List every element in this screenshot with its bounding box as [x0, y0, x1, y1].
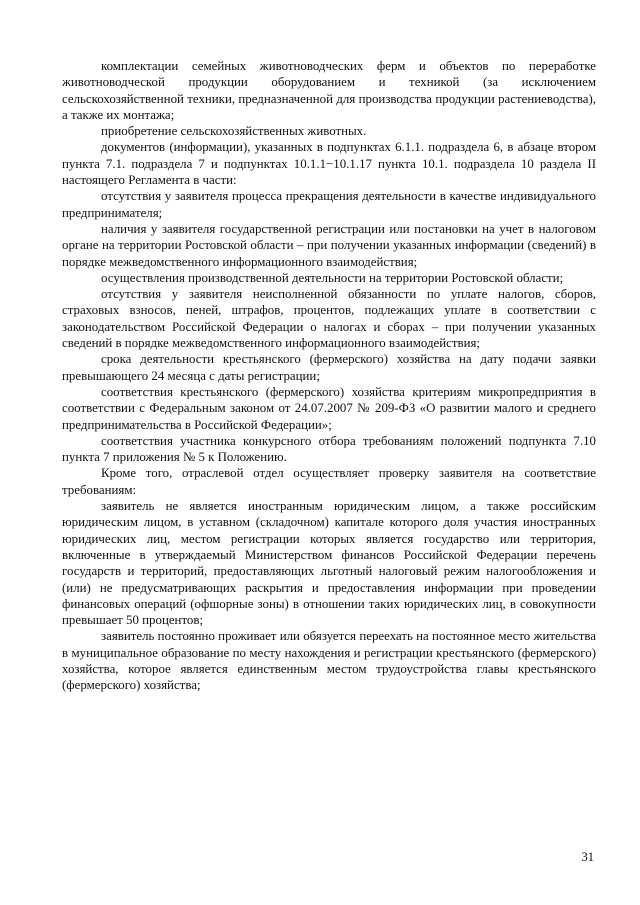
- paragraph-12: заявитель не является иностранным юридическим лицом, а также российским юридическим лицом, в уставном (складочном) капитале которого доля участия иностранных юридических лиц, местом регистрации которых является государство или территория, включенные в утверждаемый Министерством финансов Российской Федерации перечень государств и территорий, предоставляющих льготный налоговый режим налогообложения и (или) не предусматривающих раскрытия и предоставления информации при проведении финансовых операций (офшорные зоны) в отношении таких юридических лиц, в совокупности превышает 50 процентов;: [62, 499, 596, 628]
- paragraph-6: осуществления производственной деятельности на территории Ростовской области;: [101, 270, 564, 285]
- paragraph-10: соответствия участника конкурсного отбора требованиям положений подпункта 7.10 пункта 7 приложения № 5 к Положению.: [62, 433, 596, 465]
- page-number: 31: [581, 850, 594, 864]
- paragraph-2: приобретение сельскохозяйственных животных.: [101, 124, 367, 139]
- document-body: [62, 58, 596, 694]
- paragraph-1: комплектации семейных животноводческих ферм и объектов по переработке животноводческой продукции оборудованием и техникой (за исключением сельскохозяйственной техники, предназначенной для производства продукции растениеводства), а также их монтажа;: [62, 59, 596, 122]
- paragraph-9: соответствия крестьянского (фермерского) хозяйства критериям микропредприятия в соответствии с Федеральным законом от 24.07.2007 № 209-ФЗ «О развитии малого и среднего предпринимательства в Российской Федерации»;: [62, 384, 596, 432]
- paragraph-3: документов (информации), указанных в подпунктах 6.1.1. подраздела 6, в абзаце втором пункта 7.1. подраздела 7 и подпунктах 10.1.1−10.1.17 пункта 10.1. подраздела 10 раздела II настоящего Регламента в части:: [62, 140, 596, 188]
- paragraph-4: отсутствия у заявителя процесса прекращения деятельности в качестве индивидуального предпринимателя;: [62, 189, 596, 220]
- paragraph-5: наличия у заявителя государственной регистрации или постановки на учет в налоговом органе на территории Ростовской области – при получении указанных информации (сведений) в порядке межведомственного информационного взаимодействия;: [62, 221, 596, 269]
- paragraph-7: отсутствия у заявителя неисполненной обязанности по уплате налогов, сборов, страховых взносов, пеней, штрафов, процентов, подлежащих уплате в соответствии с законодательством Российской Федерации о налогах и сборах – при получении указанных сведений в порядке межведомственного информационного взаимодействия;: [62, 287, 596, 351]
- paragraph-13: заявитель постоянно проживает или обязуется переехать на постоянное место жительства в муниципальное образование по месту нахождения и регистрации крестьянского (фермерского) хозяйства, которое является единственным местом трудоустройства главы крестьянского (фермерского) хозяйства;: [62, 629, 596, 693]
- paragraph-8: срока деятельности крестьянского (фермерского) хозяйства на дату подачи заявки превышающего 24 месяца с даты регистрации;: [62, 352, 596, 383]
- paragraph-11: Кроме того, отраслевой отдел осуществляет проверку заявителя на соответствие требованиям:: [62, 466, 596, 497]
